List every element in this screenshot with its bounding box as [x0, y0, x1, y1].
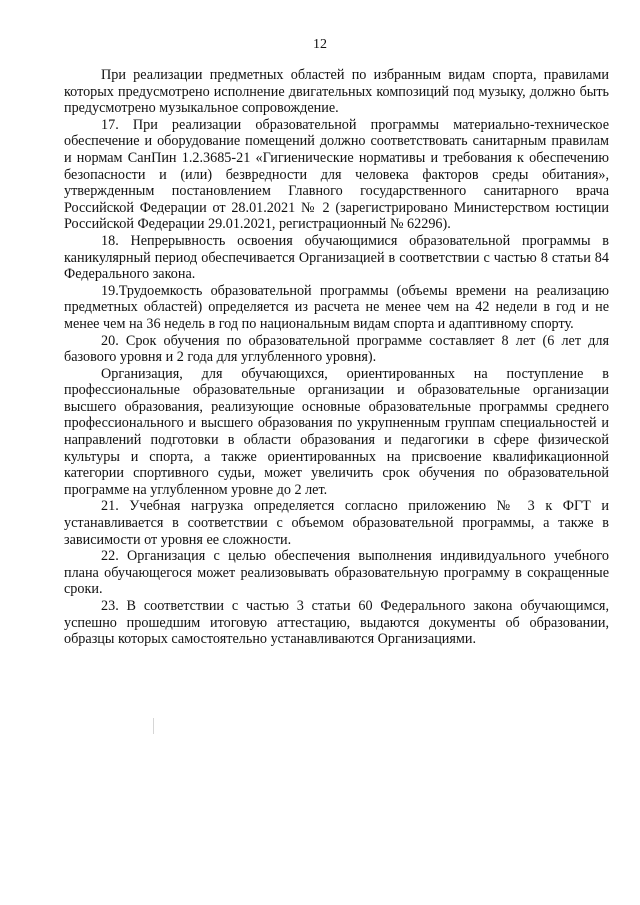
- paragraph-17-material-support: 17. При реализации образовательной программы материально-техническое обеспечение и оборудование помещений должно соответствовать санитарным правилам и нормам СанПин 1.2.3685-21 «Гигиенические нормативы и требования к обеспечению безопасности и (или) безвредности для человека факторов среды обитания», утвержденным постановлением Главного государственного санитарного врача Российской Федерации от 28.01.2021 № 2 (зарегистрировано Министерством юстиции Российской Федерации 29.01.2021, регистрационный № 62296).: [64, 116, 609, 233]
- paragraph-20-duration: 20. Срок обучения по образовательной программе составляет 8 лет (6 лет для базового уровня и 2 года для углубленного уровня).: [64, 332, 609, 366]
- paragraph-music-accompaniment: При реализации предметных областей по избранным видам спорта, правилами которых предусмотрено исполнение двигательных композиций под музыку, должно быть предусмотрено музыкальное сопровождение.: [64, 67, 609, 117]
- page-number: 12: [313, 37, 327, 52]
- paragraph-22-individual-plan: 22. Организация с целью обеспечения выполнения индивидуального учебного плана обучающегося может реализовывать образовательную программу в сокращенные сроки.: [64, 548, 609, 598]
- paragraph-extended-duration: Организация, для обучающихся, ориентированных на поступление в профессиональные образовательные организации и образовательные организации высшего образования, реализующие основные образовательные программы среднего профессионального и высшего образования по укрупненным группам специальностей и направлений подготовки в области образования и педагогики в сфере физической культуры и спорта, а также ориентированных на присвоение квалификационной категории спортивного судьи, может увеличить срок обучения по образовательной программе на углубленном уровне до 2 лет.: [64, 365, 609, 498]
- scan-artifact: [153, 718, 154, 734]
- paragraph-21-workload: 21. Учебная нагрузка определяется согласно приложению № 3 к ФГТ и устанавливается в соответствии с объемом образовательной программы, а также в зависимости от уровня ее сложности.: [64, 498, 609, 548]
- paragraph-18-continuity: 18. Непрерывность освоения обучающимися образовательной программы в каникулярный период обеспечивается Организацией в соответствии с частью 8 статьи 84 Федерального закона.: [64, 232, 609, 283]
- paragraph-23-certificates: 23. В соответствии с частью 3 статьи 60 Федерального закона обучающимся, успешно прошедшим итоговую аттестацию, выдаются документы об образовании, образцы которых самостоятельно устанавливаются Организациями.: [64, 598, 609, 648]
- paragraph-19-labor-intensity: 19.Трудоемкость образовательной программы (объемы времени на реализацию предметных областей) определяется из расчета не менее чем на 42 недели в год и не менее чем на 36 недель в год по национальным видам спорта и адаптивному спорту.: [64, 282, 609, 332]
- document-body: [64, 67, 609, 648]
